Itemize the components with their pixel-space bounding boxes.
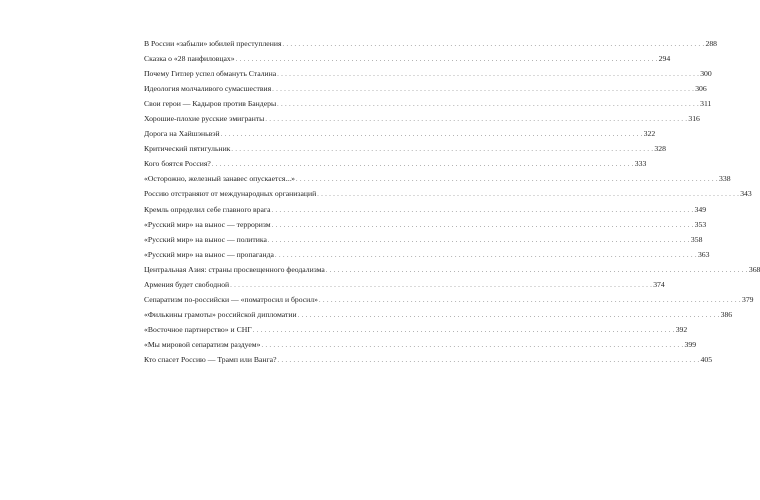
toc-entry-page-number: 311 (700, 99, 712, 109)
toc-entry (144, 277, 665, 292)
toc-entry-title: Сказка о «28 панфиловцах» (144, 54, 235, 64)
toc-dot-leader: . . . . . . . . . . . . . . . . . . . . . . . . . . . . . . . . . . . . . . . . . . . . . . . . . . . . . . . . . . . . . . . . . . . . . . . . . . . . . . . . . . . . . . . . . . . . . . . . . . . . . . . . . . (261, 342, 684, 349)
toc-entry (144, 111, 700, 126)
toc-entry (144, 156, 647, 171)
toc-entry-page-number: 294 (658, 54, 671, 64)
toc-entry-title: «Мы мировой сепаратизм раздуем» (144, 339, 261, 349)
toc-entry-title: «Русский мир» на вынос — политика (144, 234, 267, 244)
toc-dot-leader: . . . . . . . . . . . . . . . . . . . . . . . . . . . . . . . . . . . . . . . . . . . . . . . . . . . . . . . . . . . . . . . . . . . . . . . . . . . . . . . . . . . . . . . . . . . . . . . . . . . . . . . . . . (271, 207, 694, 214)
toc-entry-page-number: 363 (697, 249, 710, 259)
toc-entry (144, 217, 707, 232)
toc-dot-leader: . . . . . . . . . . . . . . . . . . . . . . . . . . . . . . . . . . . . . . . . . . . . . . . . . . . . . . . . . . . . . . . . . . . . . . . . . . . . . . . . . . . . . . . . . . . . . . . . . . . . . . . . . . (325, 267, 748, 274)
toc-dot-leader: . . . . . . . . . . . . . . . . . . . . . . . . . . . . . . . . . . . . . . . . . . . . . . . . . . . . . . . . . . . . . . . . . . . . . . . . . . . . . . . . . . . . . . . . . . . . . . . . . . . . . . . . . . (235, 57, 658, 64)
toc-entry-page-number: 349 (694, 204, 707, 214)
toc-entry (144, 186, 752, 201)
toc-dot-leader: . . . . . . . . . . . . . . . . . . . . . . . . . . . . . . . . . . . . . . . . . . . . . . . . . . . . . . . . . . . . . . . . . . . . . . . . . . . . . . . . . . . . . . . . . . . . . . . . . . . . . . . . . . (277, 72, 700, 79)
toc-entry-title: Армения будет свободной (144, 279, 230, 289)
toc-entry-page-number: 353 (694, 219, 707, 229)
toc-entry-title: В России «забыли» юбилей преступления (144, 39, 282, 48)
toc-entry-title: Критический пятигульник (144, 144, 231, 154)
toc-dot-leader: . . . . . . . . . . . . . . . . . . . . . . . . . . . . . . . . . . . . . . . . . . . . . . . . . . . . . . . . . . . . . . . . . . . . . . . . . . . . . . . . . . . . . . . . . . . . . . . . . . . . . . . . . . (271, 222, 694, 229)
toc-entry-title: «Филькины грамоты» российской дипломатии (144, 309, 297, 319)
toc-entry-title: Центральная Азия: страны просвещенного феодализма (144, 264, 325, 274)
toc-dot-leader: . . . . . . . . . . . . . . . . . . . . . . . . . . . . . . . . . . . . . . . . . . . . . . . . . . . . . . . . . . . . . . . . . . . . . . . . . . . . . . . . . . . . . . . . . . . . . . . . . . . . . . . . . . (318, 297, 741, 304)
toc-dot-leader: . . . . . . . . . . . . . . . . . . . . . . . . . . . . . . . . . . . . . . . . . . . . . . . . . . . . . . . . . . . . . . . . . . . . . . . . . . . . . . . . . . . . . . . . . . . . . . . . . . . . . . . . . . (296, 177, 718, 184)
table-of-contents (144, 36, 760, 367)
toc-entry (144, 202, 707, 217)
toc-entry (144, 322, 688, 337)
toc-dot-leader: . . . . . . . . . . . . . . . . . . . . . . . . . . . . . . . . . . . . . . . . . . . . . . . . . . . . . . . . . . . . . . . . . . . . . . . . . . . . . . . . . . . . . . . . . . . . . . . . . . . . . . . . . . (277, 357, 700, 364)
toc-entry-page-number: 300 (700, 69, 712, 79)
toc-dot-leader: . . . . . . . . . . . . . . . . . . . . . . . . . . . . . . . . . . . . . . . . . . . . . . . . . . . . . . . . . . . . . . . . . . . . . . . . . . . . . . . . . . . . . . . . . . . . . . . . . . . . . . . . . . (297, 312, 720, 319)
toc-entry-title: Кого боятся Россия? (144, 159, 211, 169)
toc-entry-page-number: 322 (643, 129, 656, 139)
toc-entry-title: Почему Гитлер успел обмануть Сталина (144, 69, 277, 79)
toc-entry-title: Сепаратизм по-российски — «поматросил и бросил» (144, 294, 318, 304)
toc-entry (144, 51, 671, 66)
toc-dot-leader: . . . . . . . . . . . . . . . . . . . . . . . . . . . . . . . . . . . . . . . . . . . . . . . . . . . . . . . . . . . . . . . . . . . . . . . . . . . . . . . . . . . . . . . . . . . . . . . . . . . . . . . . . . (220, 132, 643, 139)
toc-entry (144, 81, 707, 96)
toc-dot-leader: . . . . . . . . . . . . . . . . . . . . . . . . . . . . . . . . . . . . . . . . . . . . . . . . . . . . . . . . . . . . . . . . . . . . . . . . . . . . . . . . . . . . . . . . . . . . . . . . . . . . . . . . . . (231, 147, 654, 154)
toc-entry-page-number: 386 (720, 309, 733, 319)
toc-entry-page-number: 368 (748, 264, 760, 274)
toc-dot-leader: . . . . . . . . . . . . . . . . . . . . . . . . . . . . . . . . . . . . . . . . . . . . . . . . . . . . . . . . . . . . . . . . . . . . . . . . . . . . . . . . . . . . . . . . . . . . . . . . . . . . . . . . . . (252, 327, 675, 334)
toc-entry-title: Россию отстраняют от международных организаций (144, 189, 317, 199)
toc-entry (144, 232, 703, 247)
toc-entry (144, 96, 712, 111)
toc-dot-leader: . . . . . . . . . . . . . . . . . . . . . . . . . . . . . . . . . . . . . . . . . . . . . . . . . . . . . . . . . . . . . . . . . . . . . . . . . . . . . . . . . . . . . . . . . . . . . . . . . . . . . . . . . . (267, 237, 690, 244)
toc-entry-page-number: 316 (688, 114, 700, 124)
toc-dot-leader: . . . . . . . . . . . . . . . . . . . . . . . . . . . . . . . . . . . . . . . . . . . . . . . . . . . . . . . . . . . . . . . . . . . . . . . . . . . . . . . . . . . . . . . . . . . . . . . . . . . . . . . . . . (277, 102, 700, 109)
toc-dot-leader: . . . . . . . . . . . . . . . . . . . . . . . . . . . . . . . . . . . . . . . . . . . . . . . . . . . . . . . . . . . . . . . . . . . . . . . . . . . . . . . . . . . . . . . . . . . . . . . . . . . . . . . . . . (211, 162, 634, 169)
toc-entry (144, 292, 754, 307)
toc-entry (144, 307, 733, 322)
toc-entry-page-number: 306 (695, 84, 707, 94)
toc-entry-page-number: 374 (653, 279, 665, 289)
toc-entry-title: «Осторожно, железный занавес опускается...» (144, 174, 295, 184)
toc-entry-title: «Восточное партнерство» и СНГ (144, 324, 252, 334)
toc-entry-title: Свои герои — Кадыров против Бандеры (144, 99, 277, 109)
toc-entry (144, 66, 712, 81)
toc-entry-page-number: 358 (690, 234, 703, 244)
toc-entry-page-number: 343 (740, 189, 752, 199)
toc-entry-page-number: 328 (654, 144, 666, 154)
toc-entry (144, 262, 760, 277)
toc-entry-page-number: 399 (684, 339, 697, 349)
toc-dot-leader: . . . . . . . . . . . . . . . . . . . . . . . . . . . . . . . . . . . . . . . . . . . . . . . . . . . . . . . . . . . . . . . . . . . . . . . . . . . . . . . . . . . . . . . . . . . . . . . . . . . . . . . . . . (230, 282, 653, 289)
toc-entry (144, 141, 666, 156)
toc-entry-title: «Русский мир» на вынос — терроризм (144, 219, 271, 229)
toc-entry-page-number: 405 (700, 354, 713, 364)
toc-entry-page-number: 379 (741, 294, 754, 304)
toc-dot-leader: . . . . . . . . . . . . . . . . . . . . . . . . . . . . . . . . . . . . . . . . . . . . . . . . . . . . . . . . . . . . . . . . . . . . . . . . . . . . . . . . . . . . . . . . . . . . . . . . . . . . . . . . . . (282, 42, 705, 48)
toc-entry-title: «Русский мир» на вынос — пропаганда (144, 249, 274, 259)
toc-dot-leader: . . . . . . . . . . . . . . . . . . . . . . . . . . . . . . . . . . . . . . . . . . . . . . . . . . . . . . . . . . . . . . . . . . . . . . . . . . . . . . . . . . . . . . . . . . . . . . . . . . . . . . . . . . (265, 117, 688, 124)
toc-entry-title: Дорога на Хайшэньвэй (144, 129, 220, 139)
toc-dot-leader: . . . . . . . . . . . . . . . . . . . . . . . . . . . . . . . . . . . . . . . . . . . . . . . . . . . . . . . . . . . . . . . . . . . . . . . . . . . . . . . . . . . . . . . . . . . . . . . . . . . . . . . . . . (317, 192, 740, 199)
toc-entry-page-number: 288 (705, 39, 718, 48)
toc-entry (144, 36, 718, 51)
toc-entry (144, 126, 656, 141)
toc-entry-page-number: 392 (675, 324, 688, 334)
toc-entry-page-number: 338 (719, 174, 731, 184)
toc-entry-page-number: 333 (634, 159, 647, 169)
toc-entry-title: Кремль определил себе главного врага (144, 204, 271, 214)
toc-dot-leader: . . . . . . . . . . . . . . . . . . . . . . . . . . . . . . . . . . . . . . . . . . . . . . . . . . . . . . . . . . . . . . . . . . . . . . . . . . . . . . . . . . . . . . . . . . . . . . . . . . . . . . . . . . (272, 87, 695, 94)
toc-entry (144, 171, 731, 186)
toc-entry (144, 337, 697, 352)
toc-entry-title: Кто спасет Россию — Трамп или Ванга? (144, 354, 277, 364)
toc-entry (144, 352, 713, 367)
toc-dot-leader: . . . . . . . . . . . . . . . . . . . . . . . . . . . . . . . . . . . . . . . . . . . . . . . . . . . . . . . . . . . . . . . . . . . . . . . . . . . . . . . . . . . . . . . . . . . . . . . . . . . . . . . . . . (274, 252, 697, 259)
toc-entry (144, 247, 710, 262)
toc-entry-title: Идеология молчаливого сумасшествия (144, 84, 272, 94)
toc-entry-title: Хорошие-плохие русские эмигранты (144, 114, 265, 124)
